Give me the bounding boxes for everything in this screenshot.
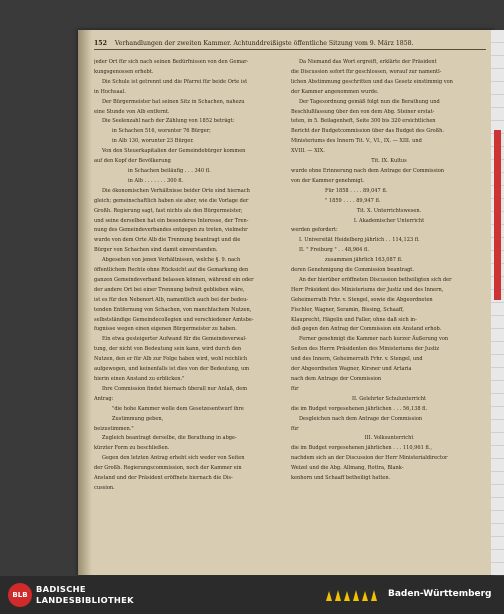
text-line: XVIII. — XIX. [291, 148, 325, 155]
text-line: I. Akademischer Unterricht [353, 217, 425, 224]
text-line: der andere Ort bei einer Trennung befreit geblieben wäre, [94, 286, 245, 293]
text-line: I. Universität Heidelberg jährlich . . 114,123 fl. [299, 237, 420, 244]
text-line: für [291, 385, 299, 392]
text-line: die im Budget vorgesehenen jährlichen . . . 110,961 fl., [291, 445, 432, 452]
text-line: und des Innern, Geheimerrath Frhr. v. Stengel, und [291, 356, 423, 363]
text-line: Zustimmung geben, [112, 415, 164, 422]
text-line: kungsgenossen erhebt. [94, 68, 154, 75]
text-line: tenden Entfernung von Schachen, von manchfachem Nutzen, [94, 306, 252, 313]
text-line: fugnisse wegen einen eigenen Bürgermeister zu haben. [94, 326, 237, 333]
text-line: kürzter Form zu beschließen. [94, 445, 170, 452]
state-coat-of-arms-icon [322, 585, 382, 605]
text-line: Zugleich beantragt derselbe, die Berathung in abge- [102, 435, 237, 442]
text-line: Großh. Regierung sagt, fast nichts als den Bürgermeister, [94, 207, 243, 214]
text-line: teten, in 5. Beilagenheft, Seite 300 bis 320 ersichtlichen [291, 118, 436, 125]
text-line: in Schachen 516, worunter 76 Bürger; [112, 128, 211, 135]
text-line: jeder Ort für sich nach seinen Bedürfnissen von den Gemar- [94, 59, 249, 65]
text-line: Fischler, Wagner, Seramin, Bissing, Schaaff, [291, 306, 404, 313]
text-line: Die Schule ist getrennt und die Pfarrei für beide Orte ist [102, 78, 248, 85]
text-line: Seiten des Herrn Präsidenten des Ministeriums der Justiz [291, 346, 440, 353]
text-line: Der Bürgermeister hat seinen Sitz in Schachen, nahezu [102, 98, 245, 105]
library-name-line1: BADISCHE [36, 584, 86, 594]
right-column [291, 58, 487, 484]
text-line: Tit. X. Unterrichtswesen. [356, 207, 422, 214]
text-line: die im Budget vorgesehenen jährlichen . . . 56,138 fl. [291, 405, 428, 412]
text-line: An der hierüber eröffneten Discussion betheiligten sich der [299, 276, 452, 283]
text-line: kenhorn und Schaaff betheiligt hatten. [291, 475, 391, 482]
text-line: zusammen jährlich 163,087 fl. [325, 257, 403, 264]
text-line: tung, der nicht von Bedeutung sein kann, wird durch den [94, 346, 242, 353]
text-line: Ihre Commission findet hiernach überall nur Anlaß, dem [102, 385, 248, 392]
text-line: wurde von dem Orte Alb die Trennung beantragt und die [94, 237, 241, 244]
footer-bar [0, 576, 504, 614]
calibration-red-bar [494, 130, 501, 300]
text-line: II. Gelehrter Schulunterricht [352, 395, 426, 402]
left-column [94, 58, 284, 494]
text-line: nung des Gemeindeverbandes entgegen zu treten, vielmehr [94, 227, 248, 234]
text-line: beizustimmen." [94, 425, 134, 432]
text-line: nachdem sich an der Discussion der Herr Ministerialdirector [291, 455, 448, 462]
text-line: Die ökonomischen Verhältnisse beider Orte sind hiernach [102, 187, 250, 194]
text-line: Geheimerrath Frhr. v. Stengel, sowie die Abgeordneten [291, 296, 433, 303]
text-line: Herr Präsident des Ministeriums der Justiz und des Innern, [291, 286, 444, 293]
blb-logo-icon[interactable]: BLB [8, 583, 32, 607]
text-line: der Großh. Regierungscommission, noch der Kammer ein [94, 465, 242, 472]
state-name[interactable]: Baden-Württemberg [388, 589, 492, 599]
text-line: in Alb 130, worunter 23 Bürger. [112, 138, 194, 145]
text-line: ganzen Gemeindeverband belassen können, während ein oder [94, 276, 254, 283]
text-line: gleich; gemeinschaftlich haben sie aber, wie die Vorlage der [94, 197, 249, 204]
library-name-line2: LANDESBIBLIOTHEK [36, 595, 134, 605]
text-line: der Kammer angenommen wurde. [291, 88, 379, 95]
text-line: " 1859 . . . . 89,947 fl. [325, 197, 381, 204]
text-line: deß gegen den Antrag der Commission ein Anstand erhob. [291, 326, 442, 333]
text-line: Anstand und der Präsident eröffnete hiernach die Dis- [94, 475, 233, 482]
text-line: selbstständige Gemeindecollegien und verschiedener Amtsbe- [94, 316, 254, 323]
text-line: II. " Freiburg " . . 48,964 fl. [299, 247, 369, 254]
text-line: cussion. [94, 484, 115, 491]
text-line: werden gefordert: [291, 227, 338, 234]
text-line: und seine derselben hat ein besonderes Interesse, der Tren- [94, 217, 249, 224]
text-line: Der Tagesordnung gemäß folgt nun die Berathung und [299, 98, 440, 105]
running-title: Verhandlungen der zweiten Kammer. Achtunddreißigste öffentliche Sitzung vom 9. März 1858. [114, 40, 414, 47]
page-number: 152 [94, 40, 107, 47]
text-line: in Hochsaal. [94, 88, 126, 95]
text-line: Abgesehen von jenen Verhältnissen, welche §. 9. nach [102, 257, 241, 264]
text-line: Tit. IX. Kultus [371, 158, 407, 165]
text-line: Nutzen, den er für Alb zur Folge haben wird, wohl reichlich [94, 356, 248, 363]
text-line: "die hohe Kammer wolle dem Gesetzesentwurf ihre [112, 405, 244, 412]
text-line: für [291, 425, 299, 432]
text-line: Für 1858 . . . . 89,047 fl. [325, 187, 388, 194]
text-line: wurde ohne Erinnerung nach dem Antrage der Commission [291, 167, 444, 174]
text-line: Von den Steuerkapitalien der Gemeindebürger kommen [102, 148, 246, 155]
running-header [94, 40, 486, 50]
text-line: der Abgeordneten Wagner, Kirsner und Artaria [291, 366, 412, 373]
text-line: eine Stunde von Alb entfernt. [94, 108, 170, 115]
text-line: Klauprecht, Hägelin und Faller, ohne daß sich in- [291, 316, 417, 323]
text-line: Beschlußfassung über den von dem Abg. Steiner erstat- [291, 108, 435, 115]
text-line: in Schachen beiläufig . . . 340 fl. [128, 167, 211, 174]
text-line: Ein etwa gesteigerter Aufwand für die Gemeindeverwal- [102, 336, 247, 343]
text-line: deren Genehmigung die Commission beantragt. [291, 267, 414, 274]
text-line: Ferner genehmigt die Kammer nach kurzer Äußerung von [299, 336, 449, 343]
text-line: Bericht der Budgetcommission über das Budget des Großh. [291, 128, 444, 135]
text-line: lichen Abstimmung geschritten und das Gesetz einstimmig von [291, 78, 453, 85]
text-line: ist es für den Nebenort Alb, namentlich auch bei der bedeu- [94, 296, 249, 303]
text-line: öffentlichem Rechte ohne Rücksicht auf die Gemarkung den [94, 267, 249, 274]
page-gutter-shadow [78, 30, 92, 575]
text-line: in Alb . . . . . . . 300 fl. [128, 177, 184, 184]
text-line: Die Seelenzahl nach der Zählung von 1852 beträgt: [102, 118, 235, 125]
scanned-page [78, 30, 494, 575]
text-line: III. Volksunterricht [364, 435, 414, 442]
color-calibration-strip [491, 30, 504, 575]
library-name[interactable] [36, 584, 134, 606]
text-line: die Discussion sofort für geschlossen, worauf zur namentl- [291, 68, 442, 75]
text-line: Weizel und die Abg. Allmang, Rottra, Blank- [291, 465, 404, 472]
text-line: Ministeriums des Innern Tit. V., VI., IX. — XIII. und [291, 138, 422, 145]
text-line: Da Niemand das Wort ergreift, erklärte der Präsident [299, 59, 437, 65]
text-line: auf den Kopf der Bevölkerung [94, 158, 171, 165]
text-line: Antrag: [94, 395, 114, 402]
text-line: Gegen den letzten Antrag erhebt sich weder von Seiten [102, 455, 245, 462]
text-line: Desgleichen nach dem Antrage der Commission [299, 415, 423, 422]
text-line: aufgewogen, und keinenfalls ist dies von der Bedeutung, um [94, 366, 250, 373]
text-line: von der Kammer genehmigt. [291, 177, 365, 184]
text-line: nach dem Antrage der Commission [291, 376, 382, 382]
text-line: hierin einen Anstand zu erblicken." [94, 376, 185, 382]
text-line: Bürger von Schachen sind damit einverstanden. [94, 247, 218, 254]
